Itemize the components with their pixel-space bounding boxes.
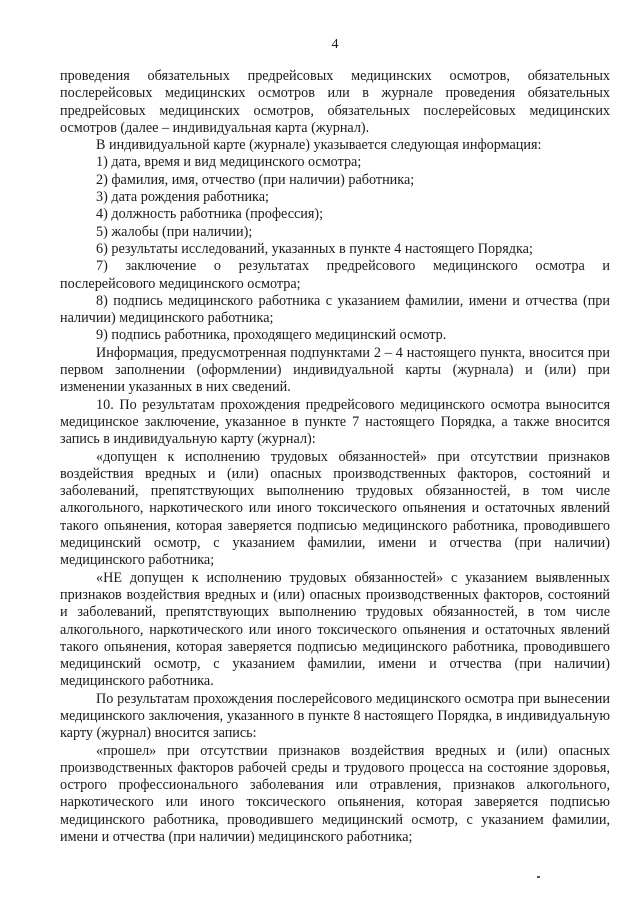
paragraph: 3) дата рождения работника; bbox=[96, 189, 269, 206]
paragraph: 5) жалобы (при наличии); bbox=[96, 223, 253, 240]
paragraph: 6) результаты исследований, указанных в пункте 4 настоящего Порядка; bbox=[96, 240, 533, 257]
page-number: 4 bbox=[331, 37, 339, 52]
paragraph: «прошел» при отсутствии признаков воздействия вредных и (или) опасных производственных факторов рабочей среды и трудового процесса на состояние здоровья, острого профессионального заболевания или отравления, признаков алкогольного, наркотического или иного токсического опьянения, которая заверяется подписью медицинского работника, проводившего медицинский осмотр, с указанием фамилии, имени и отчества (при наличии) медицинского работника; bbox=[60, 742, 610, 846]
scan-speck bbox=[537, 876, 540, 878]
paragraph: По результатам прохождения послерейсового медицинского осмотра при вынесении медицинского заключения, указанного в пункте 8 настоящего Порядка, в индивидуальную карту (журнал) вносится запись: bbox=[60, 690, 610, 742]
paragraph: 8) подпись медицинского работника с указанием фамилии, имени и отчества (при наличии) медицинского работника; bbox=[60, 292, 610, 327]
document-body bbox=[60, 68, 610, 846]
paragraph: 1) дата, время и вид медицинского осмотра; bbox=[96, 154, 362, 171]
paragraph: 9) подпись работника, проходящего медицинский осмотр. bbox=[96, 327, 447, 344]
paragraph: В индивидуальной карте (журнале) указывается следующая информация: bbox=[96, 137, 542, 154]
paragraph: 7) заключение о результатах предрейсового медицинского осмотра и послерейсового медицинского осмотра; bbox=[60, 258, 610, 292]
paragraph: 4) должность работника (профессия); bbox=[96, 206, 324, 223]
paragraph: «НЕ допущен к исполнению трудовых обязанностей» с указанием выявленных признаков воздействия вредных и (или) опасных производственных факторов, состояний и заболеваний, препятствующих выполнению трудовых обязанностей, в том числе алкогольного, наркотического или иного токсического опьянения и остаточных явлений такого опьянения, которая заверяется подписью медицинского работника, проводившего медицинский осмотр, с указанием фамилии, имени и отчества (при наличии) медицинского работника. bbox=[60, 569, 610, 690]
paragraph: Информация, предусмотренная подпунктами 2 – 4 настоящего пункта, вносится при первом заполнении (оформлении) индивидуальной карты (журнала) и (или) при изменении указанных в них сведений. bbox=[60, 344, 610, 396]
paragraph: 2) фамилия, имя, отчество (при наличии) работника; bbox=[96, 171, 415, 188]
paragraph: 10. По результатам прохождения предрейсового медицинского осмотра выносится медицинское заключение, указанное в пункте 7 настоящего Порядка, а также вносится запись в индивидуальную карту (журнал): bbox=[60, 396, 610, 448]
paragraph: проведения обязательных предрейсовых медицинских осмотров, обязательных послерейсовых медицинских осмотров или в журнале проведения обязательных предрейсовых медицинских осмотров, обязательных послерейсовых медицинских осмотров (далее – индивидуальная карта (журнал). bbox=[60, 68, 610, 136]
paragraph: «допущен к исполнению трудовых обязанностей» при отсутствии признаков воздействия вредных и (или) опасных производственных факторов, состояний и заболеваний, препятствующих выполнению трудовых обязанностей, в том числе алкогольного, наркотического или иного токсического опьянения и остаточных явлений такого опьянения, которая заверяется подписью медицинского работника, проводившего медицинский осмотр, с указанием фамилии, имени и отчества (при наличии) медицинского работника; bbox=[60, 448, 610, 569]
